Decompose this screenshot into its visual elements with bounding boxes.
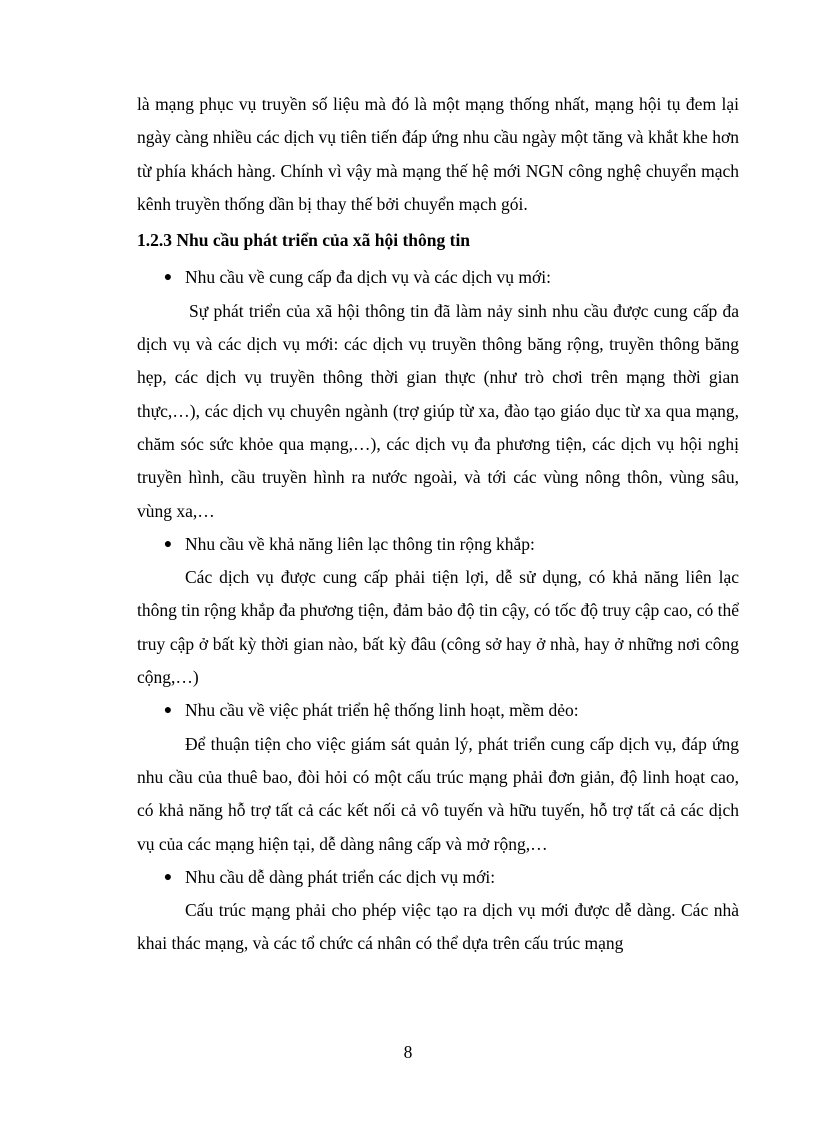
- bullet-item-services: [137, 261, 739, 294]
- bullet-icon: ●: [163, 270, 173, 286]
- bullet-title: Nhu cầu dễ dàng phát triển các dịch vụ mới:: [185, 866, 496, 887]
- bullet-icon: ●: [163, 703, 173, 719]
- bullet-icon: ●: [163, 536, 173, 552]
- bullet-item-new-services: [137, 861, 739, 894]
- section-body-services: Sự phát triển của xã hội thông tin đã làm nảy sinh nhu cầu được cung cấp đa dịch vụ và các dịch vụ mới: các dịch vụ truyền thông băng rộng, truyền thông băng hẹp, các dịch vụ truyền thông thời gian thực (như trò chơi trên mạng thời gian thực,…), các dịch vụ chuyên ngành (trợ giúp từ xa, đào tạo giáo dục từ xa qua mạng, chăm sóc sức khỏe qua mạng,…), các dịch vụ đa phương tiện, các dịch vụ hội nghị truyền hình, cầu truyền hình ra nước ngoài, và tới các vùng nông thôn, vùng sâu, vùng xa,…: [137, 300, 739, 521]
- bullet-item-flexibility: [137, 694, 739, 727]
- intro-paragraph: là mạng phục vụ truyền số liệu mà đó là một mạng thống nhất, mạng hội tụ đem lại ngày càng nhiều các dịch vụ tiên tiến đáp ứng nhu cầu ngày một tăng và khắt khe hơn từ phía khách hàng. Chính vì vậy mà mạng thế hệ mới NGN công nghệ chuyển mạch kênh truyền thống dần bị thay thế bởi chuyển mạch gói.: [137, 94, 739, 214]
- section-heading: 1.2.3 Nhu cầu phát triển của xã hội thông tin: [137, 230, 471, 251]
- document-page: [137, 88, 739, 961]
- section-body-flexibility: Để thuận tiện cho việc giám sát quản lý, phát triển cung cấp dịch vụ, đáp ứng nhu cầu của thuê bao, đòi hỏi có một cấu trúc mạng phải đơn giản, độ linh hoạt cao, có khả năng hỗ trợ tất cả các kết nối cả vô tuyến và hữu tuyến, hỗ trợ tất cả các dịch vụ của các mạng hiện tại, dễ dàng nâng cấp và mở rộng,…: [137, 733, 739, 854]
- bullet-title: Nhu cầu về khả năng liên lạc thông tin rộng khắp:: [185, 533, 535, 554]
- bullet-icon: ●: [163, 869, 173, 885]
- page-number: 8: [403, 1042, 413, 1062]
- section-body-new-services: Cấu trúc mạng phải cho phép việc tạo ra dịch vụ mới được dễ dàng. Các nhà khai thác mạng, và các tổ chức cá nhân có thể dựa trên cấu trúc mạng: [137, 900, 739, 954]
- bullet-item-connectivity: [137, 528, 739, 561]
- bullet-title: Nhu cầu về việc phát triển hệ thống linh hoạt, mềm dẻo:: [185, 700, 579, 721]
- section-body-connectivity: Các dịch vụ được cung cấp phải tiện lợi, dễ sử dụng, có khả năng liên lạc thông tin rộng khắp đa phương tiện, đảm bảo độ tin cậy, có tốc độ truy cập cao, có thể truy cập ở bất kỳ thời gian nào, bất kỳ đâu (công sở hay ở nhà, hay ở những nơi công cộng,…): [137, 567, 739, 688]
- bullet-title: Nhu cầu về cung cấp đa dịch vụ và các dịch vụ mới:: [185, 267, 551, 288]
